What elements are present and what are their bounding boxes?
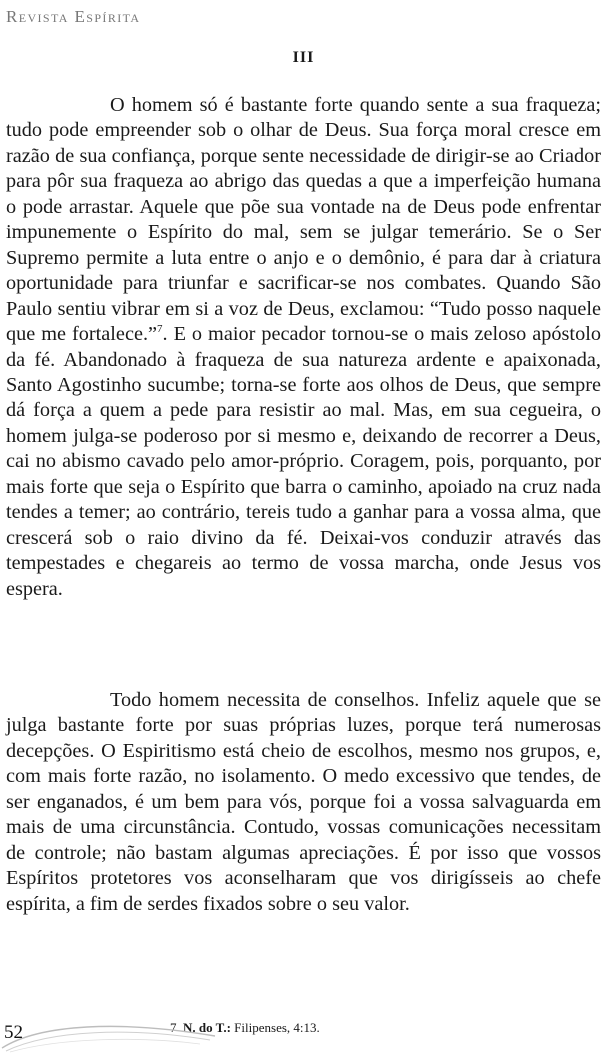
section-title: III xyxy=(292,49,315,66)
paragraph-1 xyxy=(6,93,601,602)
footnote-label: N. do T.: xyxy=(183,1020,231,1035)
page-number: 52 xyxy=(4,1022,23,1043)
footnote-number: 7 xyxy=(170,1020,177,1035)
paragraph-1-text-before-ref: O homem só é bastante forte quando sente a sua fraqueza; tudo pode empreender sob o olhar de Deus. Sua força moral cresce em razão de sua confiança, porque sente necessidade de dirigir-se ao Criador para pôr sua fraqueza ao abrigo das quedas a que a imperfeição humana o pode arrastar. Aquele que põe sua vontade na de Deus pode enfrentar impunemente o Espírito do mal, sem se julgar temerário. Se o Ser Supremo permite a luta entre o anjo e o demônio, é para dar à criatura oportunidade para triunfar e sacrificar-se nos combates. Quando São Paulo sentiu vibrar em si a voz de Deus, exclamou: “Tudo posso naquele que me fortalece.” xyxy=(6,94,601,346)
page-number-swoosh-decoration xyxy=(0,1014,220,1053)
footnote-text: Filipenses, 4:13. xyxy=(234,1020,320,1035)
paragraph-2-text: Todo homem necessita de conselhos. Infeliz aquele que se julga bastante forte por suas próprias luzes, porque terá numerosas decepções. O Espiritismo está cheio de escolhos, mesmo nos grupos, e, com mais forte razão, no isolamento. O medo excessivo que tendes, de ser enganados, é um bem para vós, porque foi a vossa salvaguarda em mais de uma circunstância. Contudo, vossas comunicações necessitam de controle; não bastam algumas apreciações. É por isso que vossos Espíritos protetores vos aconselharam que vos dirigísseis ao chefe espírita, a fim de serdes fixados sobre o seu valor. xyxy=(6,689,601,915)
paragraph-2 xyxy=(6,688,601,917)
paragraph-1-text-after-ref: . E o maior pecador tornou-se o mais zeloso apóstolo da fé. Abandonado à fraqueza de sua natureza ardente e apaixonada, Santo Agostinho sucumbe; torna-se forte aos olhos de Deus, que sempre dá força a quem a pede para resistir ao mal. Mas, em sua cegueira, o homem julga-se poderoso por si mesmo e, deixando de recorrer a Deus, cai no abismo cavado pelo amor-próprio. Coragem, pois, porquanto, por mais forte que seja o Espírito que barra o caminho, apoiado na cruz nada tendes a temer; ao contrário, tereis tudo a ganhar para a vossa alma, que crescerá sob o raio divino da fé. Deixai-vos conduzir através das tempestades e chegareis ao termo de vossa marcha, onde Jesus vos espera. xyxy=(6,323,601,600)
footnote-reference[interactable]: 7 xyxy=(157,323,163,336)
running-header: Revista Espírita xyxy=(6,7,141,26)
